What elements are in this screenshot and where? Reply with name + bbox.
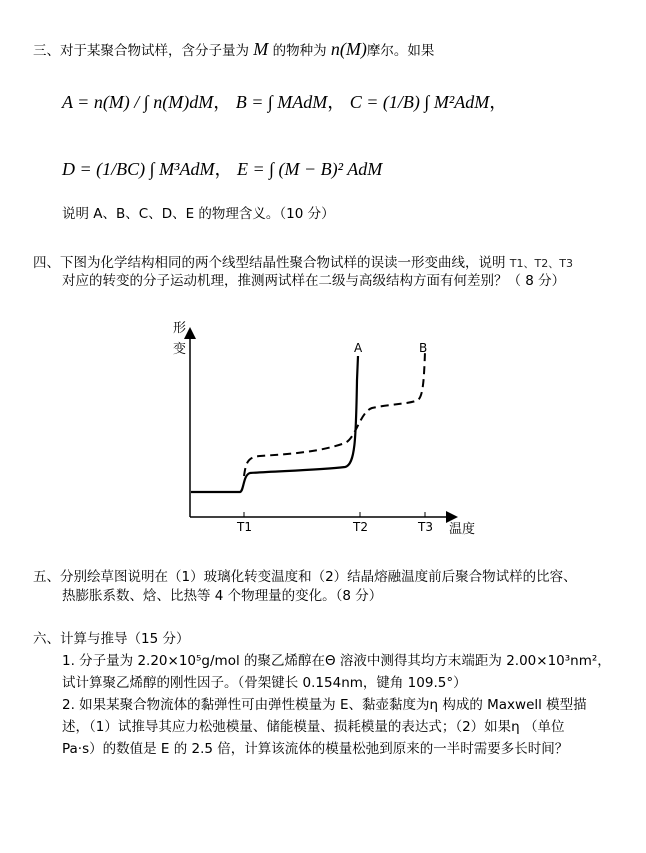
q3-text: 的物种为: [268, 43, 331, 59]
curve-label-B: B: [419, 341, 428, 355]
x-tick-label-T3: T3: [418, 520, 433, 534]
q3-text: 三、对于某聚合物试样，含分子量为: [33, 43, 254, 59]
q3-text: 摩尔。如果: [366, 43, 435, 59]
formula-E: E = ∫ (M − B)² AdM: [236, 159, 383, 179]
y-axis-label-1: 形: [173, 321, 187, 336]
formula-A-B-C: A = n(M) / ∫ n(M)dM， B = ∫ MAdM， C = (1/B) ∫ M²AdM，: [62, 92, 508, 112]
curve-B: [244, 352, 425, 476]
formula-C: C = (1/B) ∫ M²AdM: [349, 92, 490, 112]
q4-text: 四、下图为化学结构相同的两个线型结晶性聚合物试样的误读一形变曲线，说明: [33, 255, 506, 271]
q5-line1: 五、分别绘草图说明在（1）玻璃化转变温度和（2）结晶熔融温度前后聚合物试样的比容、: [33, 569, 577, 585]
var-M: M: [253, 39, 269, 59]
q3-ask: 说明 A、B、C、D、E 的物理含义。（10 分）: [62, 206, 335, 222]
q4-line2: 对应的转变的分子运动机理，推测两试样在二级与高级结构方面有何差别？（ 8 分）: [62, 273, 566, 289]
var-nM: n(M): [330, 39, 367, 59]
q6-p1-line1: 1. 分子量为 2.20×10⁵g/mol 的聚乙烯醇在Θ 溶液中测得其均方末端距为 2.00×10³nm²，: [62, 653, 611, 669]
q6-p2-line1: 2. 如果某聚合物流体的黏弹性可由弹性模量为 E、黏壶黏度为η 构成的 Maxwell 模型描: [62, 697, 587, 713]
curve-label-A: A: [354, 341, 363, 355]
x-axis-label: 温度: [449, 522, 476, 537]
formula-D: D = (1/BC) ∫ M³AdM: [62, 159, 215, 179]
q4-temps: T1、T2、T3: [509, 257, 573, 270]
q6-p1-line2: 试计算聚乙烯醇的刚性因子。（骨架键长 0.154nm，键角 109.5°）: [62, 675, 467, 691]
x-tick-label-T2: T2: [353, 520, 368, 534]
q6-p2-line3: Pa·s）的数值是 E 的 2.5 倍，计算该流体的模量松弛到原来的一半时需要多长时间？: [62, 741, 569, 757]
curve-A: [191, 356, 358, 492]
formula-D-E: D = (1/BC) ∫ M³AdM， E = ∫ (M − B)² AdM: [62, 159, 383, 179]
q6-p2-line2: 述，（1）试推导其应力松弛模量、储能模量、损耗模量的表达式；（2）如果η （单位: [62, 719, 565, 735]
y-axis-label-2: 变: [173, 342, 187, 357]
formula-B: B = ∫ MAdM: [235, 92, 328, 112]
q6-title: 六、计算与推导（15 分）: [33, 631, 190, 647]
q5-line2: 热膨胀系数、焓、比热等 4 个物理量的变化。（8 分）: [62, 588, 383, 604]
formula-A: A = n(M) / ∫ n(M)dM: [62, 92, 214, 112]
x-tick-label-T1: T1: [237, 520, 252, 534]
